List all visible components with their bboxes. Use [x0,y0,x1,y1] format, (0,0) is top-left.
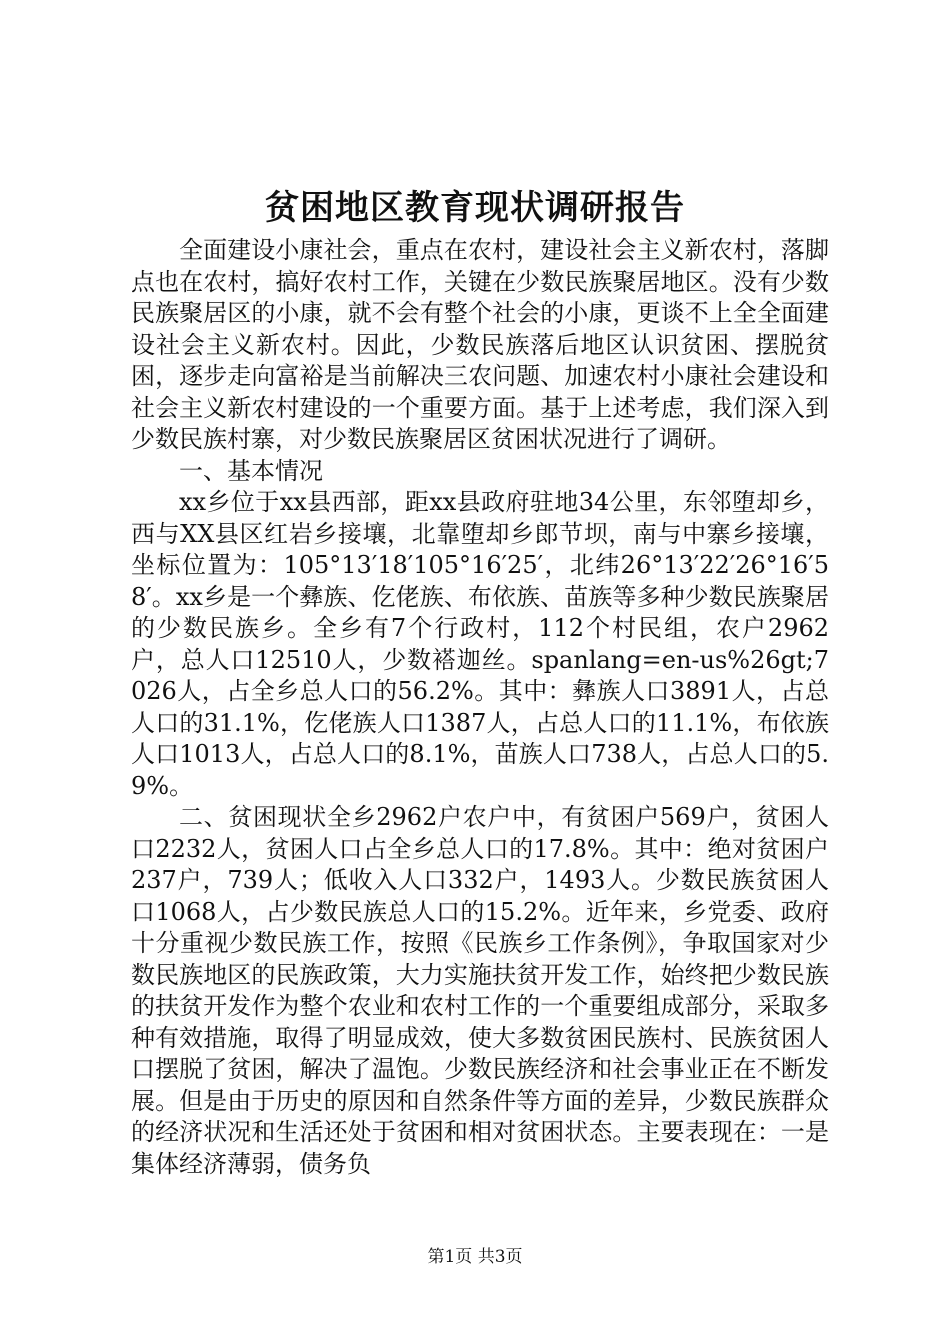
paragraph-poverty-status: 二、贫困现状全乡2962户农户中，有贫困户569户，贫困人口2232人，贫困人口占全乡总人口的17.8%。其中：绝对贫困户237户，739人；低收入人口332户，1493人。少数民族贫困人口1068人，占少数民族总人口的15.2%。近年来，乡党委、政府十分重视少数民族工作，按照《民族乡工作条例》，争取国家对少数民族地区的民族政策，大力实施扶贫开发工作，始终把少数民族的扶贫开发作为整个农业和农村工作的一个重要组成部分，采取多种有效措施，取得了明显成效，使大多数贫困民族村、民族贫困人口摆脱了贫困，解决了温饱。少数民族经济和社会事业正在不断发展。但是由于历史的原因和自然条件等方面的差异，少数民族群众的经济状况和生活还处于贫困和相对贫困状态。主要表现在：一是集体经济薄弱，债务负 [131,803,829,1178]
section-heading-basic-info: 一、基本情况 [179,456,323,485]
paragraph-basic-info: xx乡位于xx县西部，距xx县政府驻地34公里，东邻堕却乡，西与XX县区红岩乡接壤，北靠堕却乡郎节坝，南与中寨乡接壤，坐标位置为：105°13′18′105°16′25′，北纬26°13′22′26°16′58′。xx乡是一个彝族、仡佬族、布依族、苗族等多种少数民族聚居的少数民族乡。全乡有7个行政村，112个村民组，农户2962户，总人口12510人，少数褡迦丝。spanlang=en-us%26gt;7026人，占全乡总人口的56.2%。其中：彝族人口3891人，占总人口的31.1%，仡佬族人口1387人，占总人口的11.1%，布依族人口1013人，占总人口的8.1%，苗族人口738人，占总人口的5.9%。 [131,488,829,800]
paragraph-intro: 全面建设小康社会，重点在农村，建设社会主义新农村，落脚点也在农村，搞好农村工作，关键在少数民族聚居地区。没有少数民族聚居区的小康，就不会有整个社会的小康，更谈不上全全面建设社会主义新农村。因此，少数民族落后地区认识贫困、摆脱贫困，逐步走向富裕是当前解决三农问题、加速农村小康社会建设和社会主义新农村建设的一个重要方面。基于上述考虑，我们深入到少数民族村寨，对少数民族聚居区贫困状况进行了调研。 [131,236,829,453]
page-number-footer: 第1页 共3页 [427,1247,523,1267]
document-body [131,235,829,1180]
document-title: 贫困地区教育现状调研报告 [265,188,685,228]
